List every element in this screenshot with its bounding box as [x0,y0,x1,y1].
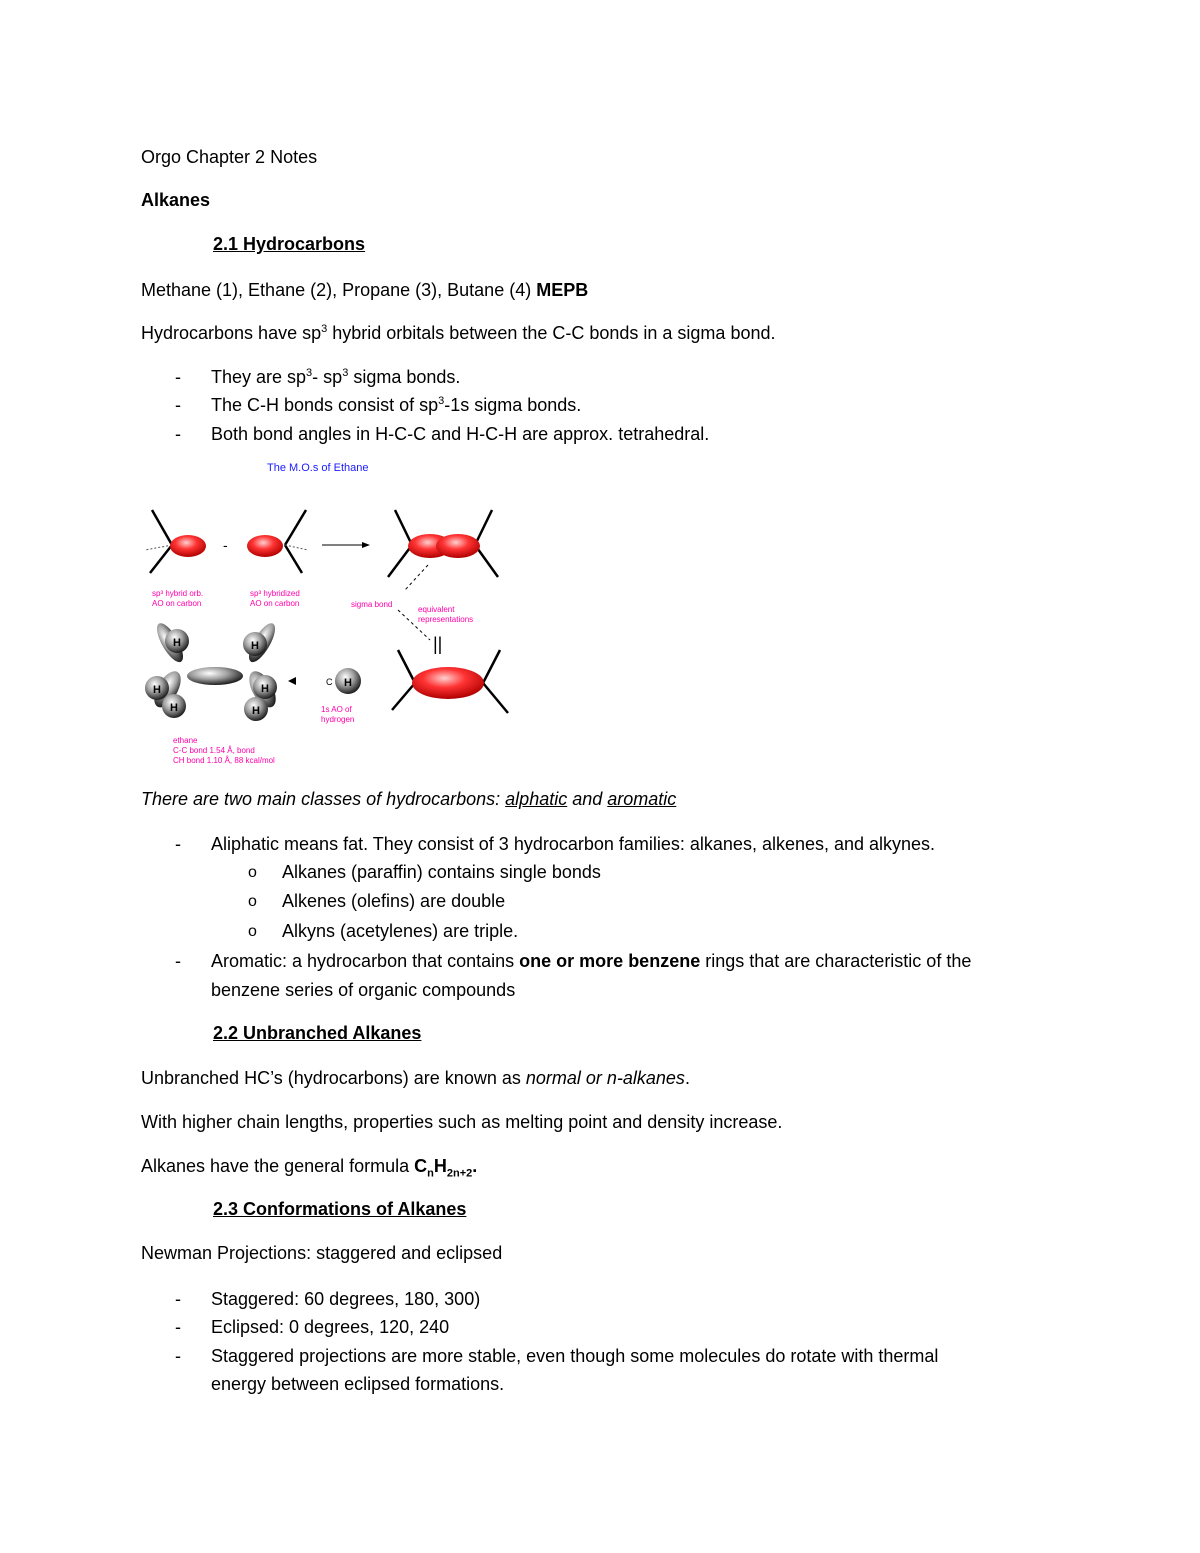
bullet-aromatic: Aromatic: a hydrocarbon that contains one or more benzene rings that are characteristic of the [211,951,972,971]
bullet-staggered: Staggered: 60 degrees, 180, 300) [211,1289,481,1309]
section-2-3-heading: 2.3 Conformations of Alkanes [213,1199,467,1219]
label-sp3-left: sp³ hybrid orb. AO on carbon [152,589,204,608]
hydrogen-atom-label: H [173,637,181,649]
unbranched-text: Unbranched HC’s (hydrocarbons) are known as normal or n-alkanes. [141,1068,690,1088]
svg-text:-: - [223,537,228,553]
hydrogen-atom-label: H [153,684,161,696]
bullet-stability: Staggered projections are more stable, even though some molecules do rotate with thermal [211,1346,939,1366]
carbon-atom-label: C [326,677,333,687]
figure-title: The M.O.s of Ethane [267,462,369,474]
hydrogen-atom-label: H [261,683,269,695]
bullet-dash: - [175,834,181,854]
reaction-arrow [322,542,370,548]
bullet-eclipsed: Eclipsed: 0 degrees, 120, 240 [211,1317,450,1337]
label-sigma-bond: sigma bond [351,600,393,609]
section-2-2-heading: 2.2 Unbranched Alkanes [213,1023,422,1043]
bullet-bond-angles: Both bond angles in H-C-C and H-C-H are approx. tetrahedral. [211,424,710,444]
bullet-dash: - [175,1346,181,1366]
bullet-stability-cont: energy between eclipsed formations. [211,1374,505,1394]
svg-text:||: || [433,634,443,654]
sigma-bond-overlap-top [388,510,498,577]
hydrogen-1s-orbital [326,668,361,694]
sub-bullet: o [248,864,257,881]
alkane-names: Methane (1), Ethane (2), Propane (3), Butane (4) MEPB [141,280,589,300]
chapter-heading: Alkanes [141,190,211,210]
hydrogen-atom-label: H [170,702,178,714]
general-formula-text: Alkanes have the general formula $C_nH_{2n+2}$. [141,1156,478,1180]
classes-intro: There are two main classes of hydrocarbons: alphatic and aromatic [141,789,677,809]
label-sp3-right: sp³ hybridized AO on carbon [250,589,300,608]
hydrogen-atom-label: H [252,705,260,717]
bullet-dash: - [175,1317,181,1337]
label-1s-hydrogen: 1s AO of hydrogen [321,705,355,724]
sub-bullet-alkenes: Alkenes (olefins) are double [282,891,506,911]
bullet-ch-bonds: The C-H bonds consist of $sp^3-1s$ sigma bonds. [211,395,582,415]
hybrid-orbital-text: Hydrocarbons have $sp^3$ hybrid orbitals between the C-C bonds in a sigma bond. [141,323,776,343]
sub-bullet: o [248,893,257,910]
bullet-dash: - [175,951,181,971]
document-title: Orgo Chapter 2 Notes [141,147,318,167]
bullet-sp3-sigma: They are $sp^3-$ $sp^3$ sigma bonds. [211,367,461,387]
ethane-ball-model [145,620,281,721]
label-ethane: ethane C-C bond 1.54 Å, bond CH bond 1.10 Å, 88 kcal/mol [173,736,275,765]
sp3-orbital-left [145,510,206,573]
sub-bullet-alkanes: Alkanes (paraffin) contains single bonds [282,862,601,882]
sp3-orbital-right [247,510,308,573]
bullet-aliphatic: Aliphatic means fat. They consist of 3 hydrocarbon families: alkanes, alkenes, and alkynes. [211,834,936,854]
sub-bullet: o [248,923,257,940]
bullet-dash: - [175,1289,181,1309]
label-equivalent: equivalent representations [418,605,474,624]
bullet-dash: - [175,424,181,444]
bullet-dash: - [175,395,181,415]
bullet-dash: - [175,367,181,387]
hydrogen-atom-label: H [251,640,259,652]
bullet-aromatic-cont: benzene series of organic compounds [211,980,516,1000]
newman-text: Newman Projections: staggered and eclipsed [141,1243,503,1263]
sigma-bond-ellipse [392,650,508,713]
sub-bullet-alkyns: Alkyns (acetylenes) are triple. [282,921,519,941]
section-2-1-heading: 2.1 Hydrocarbons [213,234,366,254]
chain-length-text: With higher chain lengths, properties such as melting point and density increase. [141,1112,783,1132]
hydrogen-atom-label: H [344,677,352,689]
